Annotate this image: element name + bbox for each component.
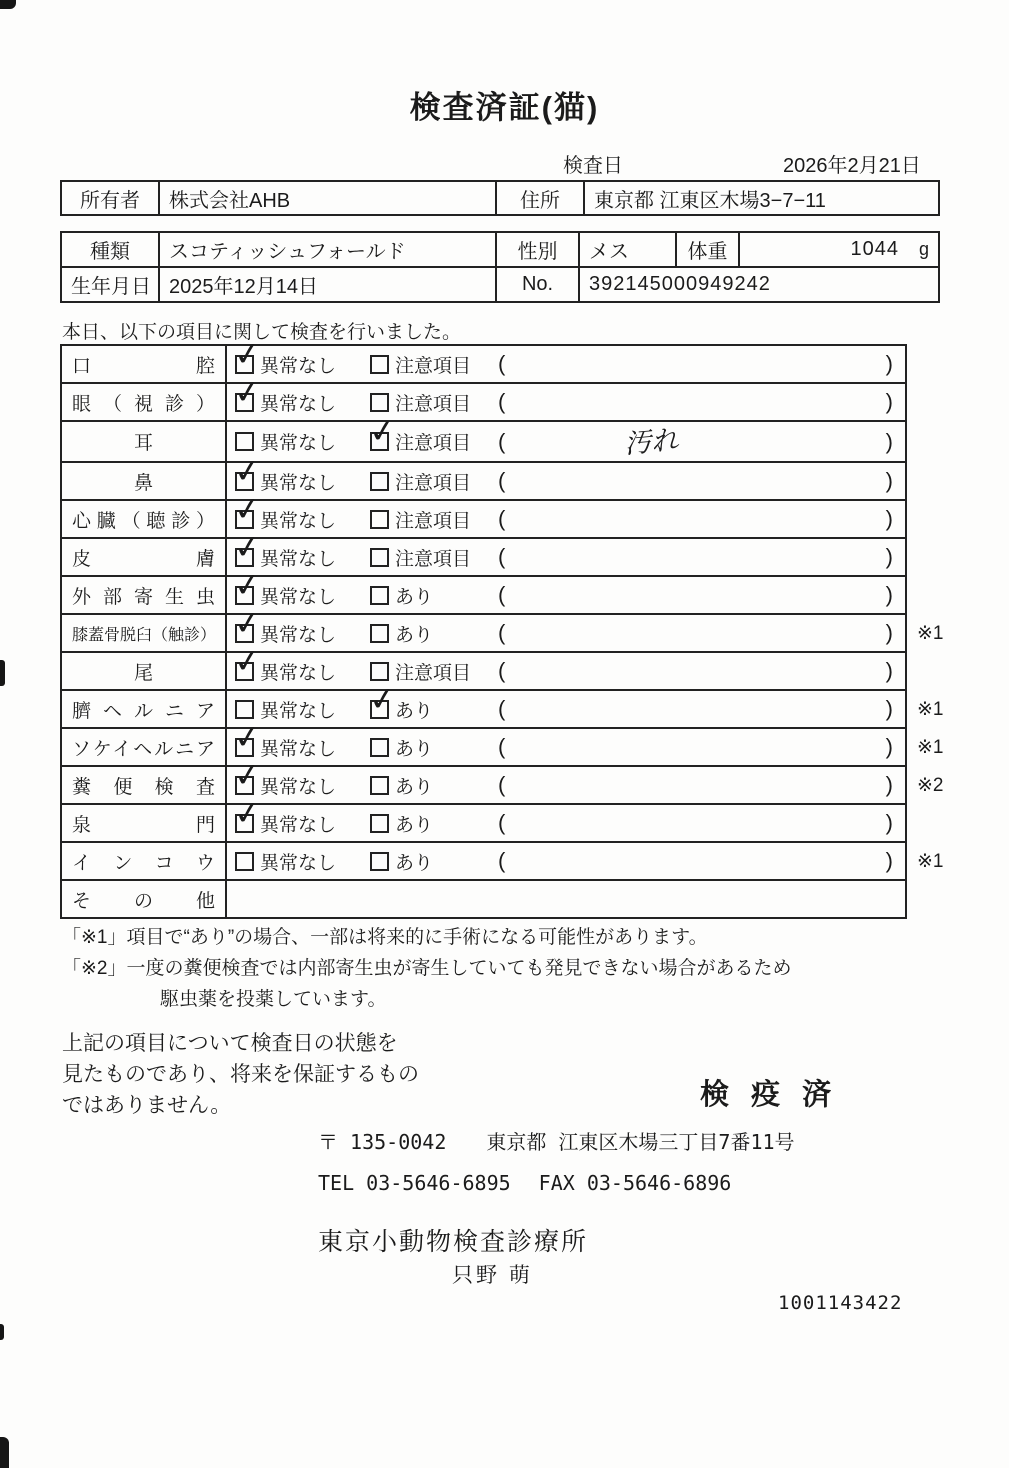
paren-open: ( — [498, 734, 506, 759]
birthdate-label: 生年月日 — [61, 267, 159, 302]
exam-option-flagged-label: あり — [395, 776, 434, 798]
scan-artifact — [0, 0, 16, 9]
exam-item-label: 心臓（聴診） — [61, 500, 226, 538]
exam-item-label: 外部寄生虫 — [61, 576, 226, 614]
exam-row — [61, 345, 951, 383]
no-value: 392145000949242 — [579, 267, 939, 302]
quarantine-stamp: 検 疫 済 — [700, 1079, 839, 1111]
exam-option-normal-label: 異常なし — [260, 700, 337, 722]
scan-artifact — [0, 660, 5, 686]
exam-option-flagged-label: 注意項目 — [395, 355, 472, 377]
exam-note-area — [498, 658, 905, 684]
exam-option-flagged-label: 注意項目 — [395, 662, 472, 684]
exam-row — [61, 576, 951, 614]
address-value: 東京都 江東区木場3−7−11 — [584, 181, 939, 215]
scan-artifact — [0, 1324, 4, 1340]
clinic-name: 東京小動物検査診療所 — [318, 1228, 589, 1256]
breed-value: スコティッシュフォールド — [159, 232, 496, 267]
exam-item-label: 泉門 — [61, 804, 226, 842]
footnote-2-continued: 駆虫薬を投薬しています。 — [160, 989, 387, 1010]
checkbox-icon — [231, 641, 263, 681]
exam-option-normal-label: 異常なし — [260, 548, 337, 570]
exam-option-flagged-label: 注意項目 — [395, 510, 472, 532]
checkmark-icon: ✓ — [231, 717, 263, 756]
footnote-1: 「※1」項目で“あり”の場合、一部は将来的に手術になる可能性があります。 — [62, 927, 708, 948]
footnote-mark — [906, 576, 951, 614]
exam-row-content — [226, 793, 906, 842]
exam-row — [61, 383, 951, 421]
checkmark-icon: ✓ — [231, 603, 263, 642]
exam-option-flagged — [370, 620, 498, 647]
checkmark-icon: ✓ — [366, 411, 398, 451]
address-label: 住所 — [496, 181, 584, 215]
clinic-tel: TEL 03-5646-6895 — [318, 1171, 511, 1195]
exam-option-flagged — [370, 582, 498, 609]
exam-row — [61, 614, 951, 652]
checkbox-icon — [235, 432, 254, 451]
exam-note-area — [498, 422, 905, 461]
exam-item-label: 皮膚 — [61, 538, 226, 576]
checkbox-icon — [231, 451, 263, 491]
paren-open: ( — [498, 772, 506, 797]
weight-unit: g — [918, 239, 929, 259]
checkbox-icon — [366, 679, 398, 719]
checkmark-icon: ✓ — [231, 565, 263, 604]
paren-close: ) — [885, 810, 893, 835]
checkbox-icon — [231, 334, 263, 374]
exam-option-normal-label: 異常なし — [260, 662, 337, 684]
exam-option-normal — [231, 641, 370, 685]
exam-row-content — [226, 880, 906, 918]
exam-item-label: 口腔 — [61, 345, 226, 383]
exam-option-normal-label: 異常なし — [260, 624, 337, 646]
exam-option-normal — [231, 489, 370, 533]
exam-note-area — [498, 468, 905, 494]
exam-option-flagged-label: 注意項目 — [395, 548, 472, 570]
footnote-2: 「※2」一度の糞便検査では内部寄生虫が寄生していても発見できない場合があるため — [62, 958, 792, 979]
exam-row-content — [226, 717, 906, 766]
exam-note-area — [498, 848, 905, 874]
exam-item-label: 糞便検査 — [61, 766, 226, 804]
footnote-mark: ※1 — [917, 736, 944, 758]
exam-option-normal — [235, 848, 370, 875]
paren-close: ) — [885, 506, 893, 531]
exam-option-flagged — [370, 506, 498, 533]
footnote-mark — [906, 538, 951, 576]
checkmark-icon: ✓ — [231, 451, 263, 490]
footnote-mark — [906, 421, 951, 462]
exam-row-content — [226, 451, 906, 500]
checkmark-icon: ✓ — [231, 641, 263, 680]
checkbox-icon — [370, 472, 389, 491]
paren-close: ) — [885, 468, 893, 493]
clinic-postal-line — [318, 1126, 795, 1155]
footnote-mark — [906, 345, 951, 383]
paren-open: ( — [498, 506, 506, 531]
exam-option-normal-label: 異常なし — [260, 393, 337, 415]
exam-option-normal — [231, 372, 370, 416]
exam-row — [61, 880, 951, 918]
exam-note-area — [498, 389, 905, 415]
exam-option-flagged — [370, 658, 498, 685]
checkbox-icon — [231, 527, 263, 567]
no-label: No. — [496, 267, 579, 302]
exam-option-normal-label: 異常なし — [260, 814, 337, 836]
paren-open: ( — [498, 428, 506, 454]
exam-option-flagged — [370, 772, 498, 799]
footnote-mark: ※1 — [917, 622, 944, 644]
sex-label: 性別 — [496, 232, 579, 267]
handwritten-note: 汚れ — [622, 424, 679, 460]
checkmark-icon: ✓ — [231, 755, 263, 794]
paren-close: ) — [885, 772, 893, 797]
paren-close: ) — [885, 734, 893, 759]
checkbox-icon — [370, 814, 389, 833]
exam-option-normal — [231, 565, 370, 609]
paren-open: ( — [498, 620, 506, 645]
exam-item-label: インコウ — [61, 842, 226, 880]
exam-option-flagged-label: 注意項目 — [395, 393, 472, 415]
checkbox-icon — [370, 852, 389, 871]
checkbox-icon — [370, 776, 389, 795]
exam-row — [61, 804, 951, 842]
exam-row — [61, 728, 951, 766]
paren-close: ) — [885, 582, 893, 607]
exam-option-normal-label: 異常なし — [260, 355, 337, 377]
exam-row — [61, 500, 951, 538]
checkbox-icon — [370, 393, 389, 412]
exam-row — [61, 462, 951, 500]
checkmark-icon: ✓ — [231, 527, 263, 566]
checkbox-icon — [231, 565, 263, 605]
footnote-mark — [906, 652, 951, 690]
exam-option-flagged-label: あり — [395, 852, 434, 874]
exam-row-content — [226, 527, 906, 576]
exam-item-label: 耳 — [61, 421, 226, 462]
checkbox-icon — [370, 662, 389, 681]
clinic-fax: FAX 03-5646-6896 — [538, 1171, 732, 1195]
exam-option-flagged-label: あり — [395, 700, 434, 722]
exam-option-normal-label: 異常なし — [260, 433, 337, 454]
exam-note-area — [498, 351, 905, 377]
exam-table — [60, 334, 952, 919]
paren-open: ( — [498, 544, 506, 569]
exam-table-body — [61, 334, 951, 918]
checkbox-icon — [235, 852, 254, 871]
exam-option-flagged-label: あり — [395, 624, 434, 646]
footnote-mark — [906, 880, 951, 918]
exam-row-content — [226, 842, 906, 880]
footnote-mark — [906, 804, 951, 842]
exam-option-normal — [231, 755, 370, 799]
exam-item-label: 眼（視診） — [61, 383, 226, 421]
veterinarian-name: 只野 萌 — [452, 1264, 533, 1287]
exam-option-normal — [231, 451, 370, 495]
paren-close: ) — [885, 848, 893, 873]
exam-row-content — [226, 334, 906, 383]
disclaimer-line-1: 上記の項目について検査日の状態を — [62, 1032, 398, 1055]
paren-close: ) — [885, 351, 893, 376]
paren-open: ( — [498, 848, 506, 873]
paren-close: ) — [885, 620, 893, 645]
exam-note-area — [498, 810, 905, 836]
exam-row-content — [226, 372, 906, 421]
exam-item-label: その他 — [61, 880, 226, 918]
exam-note-area — [498, 506, 905, 532]
checkbox-icon — [370, 548, 389, 567]
footnote-mark — [906, 500, 951, 538]
exam-note-area — [498, 696, 905, 722]
exam-option-flagged — [366, 411, 498, 455]
exam-option-normal — [231, 717, 370, 761]
exam-item-label: 膝蓋骨脱臼（触診） — [61, 614, 226, 652]
paren-open: ( — [498, 468, 506, 493]
checkbox-icon — [231, 603, 263, 643]
paren-close: ) — [885, 658, 893, 683]
exam-row — [61, 652, 951, 690]
exam-option-normal-label: 異常なし — [260, 510, 337, 532]
page-title: 検査済証(猫) — [409, 90, 600, 125]
scan-artifact — [0, 1437, 9, 1468]
exam-option-flagged-label: 注意項目 — [395, 433, 472, 454]
exam-note-area — [498, 734, 905, 760]
exam-item-label: 鼻 — [61, 462, 226, 500]
checkbox-icon — [366, 411, 398, 451]
exam-option-normal — [231, 603, 370, 647]
paren-close: ) — [885, 428, 893, 454]
exam-row — [61, 690, 951, 728]
exam-row-content — [226, 755, 906, 804]
exam-row — [61, 842, 951, 880]
pet-info-table — [60, 231, 940, 303]
owner-value: 株式会社AHB — [159, 181, 496, 215]
checkbox-icon — [370, 355, 389, 374]
owner-table — [60, 180, 940, 216]
owner-label: 所有者 — [61, 181, 159, 215]
exam-row-content — [226, 565, 906, 614]
paren-open: ( — [498, 810, 506, 835]
disclaimer-line-3: ではありません。 — [62, 1094, 232, 1117]
footnote-mark: ※1 — [917, 698, 944, 720]
exam-option-flagged-label: 注意項目 — [395, 472, 472, 494]
checkbox-icon — [231, 489, 263, 529]
exam-note-area — [498, 772, 905, 798]
footnotes — [62, 922, 792, 1015]
sex-value: メス — [579, 232, 676, 267]
exam-note-area — [498, 544, 905, 570]
exam-option-flagged — [370, 848, 498, 875]
paren-close: ) — [885, 389, 893, 414]
exam-row-content — [226, 679, 906, 728]
inspection-date-label: 検査日 — [563, 155, 623, 177]
breed-label: 種類 — [61, 232, 159, 267]
exam-option-normal — [235, 428, 370, 455]
exam-option-flagged — [370, 544, 498, 571]
checkmark-icon: ✓ — [366, 679, 398, 718]
checkbox-icon — [370, 586, 389, 605]
disclaimer-text — [62, 1028, 419, 1121]
exam-option-flagged-label: あり — [395, 586, 434, 608]
exam-option-normal-label: 異常なし — [260, 586, 337, 608]
exam-option-normal — [231, 793, 370, 837]
exam-option-flagged — [366, 679, 498, 723]
exam-option-flagged — [370, 810, 498, 837]
exam-row-content — [226, 489, 906, 538]
document-code: 1001143422 — [778, 1292, 903, 1314]
exam-row — [61, 766, 951, 804]
footnote-mark: ※2 — [917, 774, 944, 796]
exam-option-flagged — [370, 468, 498, 495]
exam-row — [61, 538, 951, 576]
footnote-mark: ※1 — [917, 850, 944, 872]
checkbox-icon — [231, 755, 263, 795]
clinic-address: 東京都 江東区木場三丁目7番11号 — [486, 1130, 795, 1154]
exam-option-flagged — [370, 351, 498, 378]
exam-option-normal — [231, 334, 370, 378]
exam-option-flagged — [370, 389, 498, 416]
postal-code: 〒 135-0042 — [318, 1130, 447, 1154]
weight-value: 1044 g — [739, 232, 939, 267]
exam-row — [61, 421, 951, 462]
exam-option-normal-label: 異常なし — [260, 776, 337, 798]
checkbox-icon — [370, 624, 389, 643]
exam-note-area — [498, 620, 905, 646]
paren-open: ( — [498, 582, 506, 607]
exam-row-content — [226, 411, 906, 462]
exam-item-label: 尾 — [61, 652, 226, 690]
exam-option-normal — [231, 527, 370, 571]
exam-row-content — [226, 641, 906, 690]
checkbox-icon — [370, 510, 389, 529]
paren-open: ( — [498, 696, 506, 721]
paren-close: ) — [885, 696, 893, 721]
exam-option-normal — [235, 696, 370, 723]
exam-item-label: 臍ヘルニア — [61, 690, 226, 728]
paren-open: ( — [498, 658, 506, 683]
checkbox-icon — [370, 738, 389, 757]
exam-option-normal-label: 異常なし — [260, 738, 337, 760]
clinic-tel-line — [318, 1171, 731, 1195]
paren-close: ) — [885, 544, 893, 569]
birthdate-value: 2025年12月14日 — [159, 267, 496, 302]
checkbox-icon — [231, 793, 263, 833]
paren-open: ( — [498, 351, 506, 376]
exam-option-flagged-label: あり — [395, 814, 434, 836]
checkbox-icon — [231, 372, 263, 412]
exam-item-label: ソケイヘルニア — [61, 728, 226, 766]
exam-option-flagged — [370, 734, 498, 761]
checkbox-icon — [231, 717, 263, 757]
footnote-mark — [906, 462, 951, 500]
checkmark-icon: ✓ — [231, 489, 263, 528]
exam-option-normal-label: 異常なし — [260, 852, 337, 874]
exam-intro-text: 本日、以下の項目に関して検査を行いました。 — [62, 322, 462, 343]
checkmark-icon: ✓ — [231, 334, 263, 373]
checkmark-icon: ✓ — [231, 372, 263, 411]
checkmark-icon: ✓ — [231, 793, 263, 832]
footnote-mark — [906, 383, 951, 421]
exam-option-flagged-label: あり — [395, 738, 434, 760]
checkbox-icon — [235, 700, 254, 719]
paren-open: ( — [498, 389, 506, 414]
exam-note-area — [498, 582, 905, 608]
inspection-date-value: 2026年2月21日 — [783, 155, 921, 177]
exam-option-normal-label: 異常なし — [260, 472, 337, 494]
weight-label: 体重 — [676, 232, 739, 267]
disclaimer-line-2: 見たものであり、将来を保証するもの — [62, 1063, 419, 1086]
exam-row-content — [226, 603, 906, 652]
